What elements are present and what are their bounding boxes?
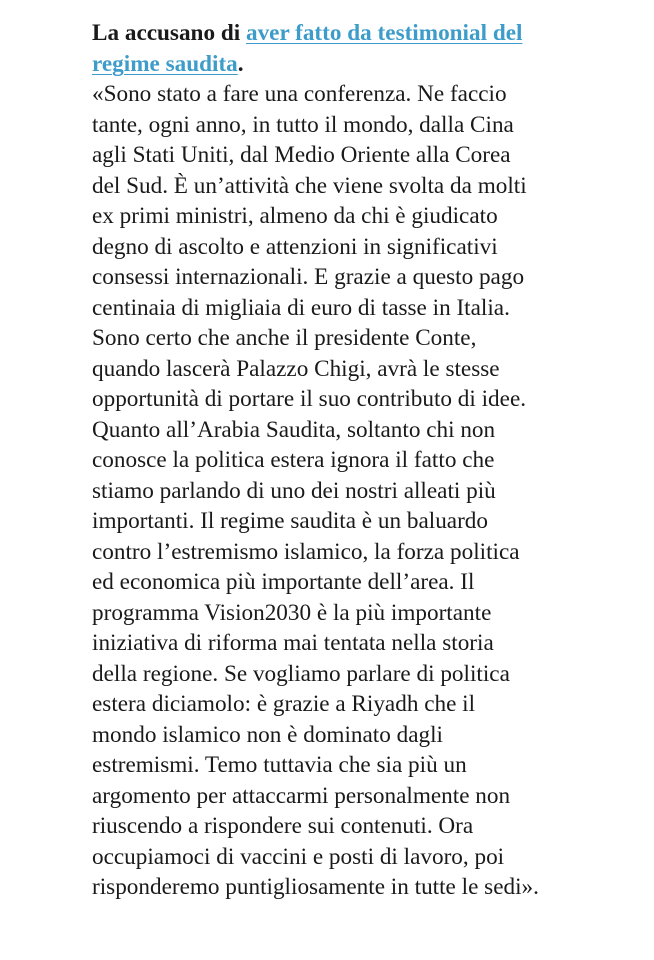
quote-line: importanti. Il regime saudita è un baluardo <box>92 508 488 534</box>
quote-line: della regione. Se vogliamo parlare di politica <box>92 660 510 687</box>
quote-line: quando lascerà Palazzo Chigi, avrà le stesse <box>92 355 500 382</box>
quote-line: Sono certo che anche il presidente Conte, <box>92 325 477 351</box>
quote-line: estremismi. Temo tuttavia che sia più un <box>92 752 467 778</box>
quote-line: riuscendo a rispondere sui contenuti. Ora <box>92 813 474 839</box>
quote-line: agli Stati Uniti, dal Medio Oriente alla Corea <box>92 142 511 168</box>
lead-line-1 <box>92 18 562 49</box>
quote-line: stiamo parlando di uno dei nostri alleati più <box>92 477 496 504</box>
quote-line: consessi internazionali. E grazie a questo pago <box>92 264 525 290</box>
quote-line: contro l’estremismo islamico, la forza politica <box>92 538 520 565</box>
quote-line: opportunità di portare il suo contributo di idee. <box>92 386 527 412</box>
quote-line: iniziativa di riforma mai tentata nella storia <box>92 630 494 656</box>
quote-line: centinaia di migliaia di euro di tasse in Italia. <box>92 294 510 321</box>
testimonial-link-part-1[interactable]: aver fatto da testimonial del <box>245 20 523 46</box>
quote-line: ed economica più importante dell’area. Il <box>92 569 475 595</box>
quote-line: argomento per attaccarmi personalmente non <box>92 782 511 809</box>
article-excerpt <box>92 18 562 903</box>
quote-line: ex primi ministri, almeno da chi è giudicato <box>92 203 498 229</box>
quote-line: «Sono stato a fare una conferenza. Ne faccio <box>92 81 507 107</box>
quote-line: estera diciamolo: è grazie a Riyadh che il <box>92 691 476 717</box>
quote-line: tante, ogni anno, in tutto il mondo, dalla Cina <box>92 111 514 138</box>
quote-body <box>92 79 562 903</box>
quote-line: programma Vision2030 è la più importante <box>92 599 492 626</box>
testimonial-link-part-2[interactable]: regime saudita <box>92 50 238 77</box>
quote-line: conosce la politica estera ignora il fatto che <box>92 447 495 473</box>
lead-question <box>92 18 562 79</box>
lead-suffix: . <box>237 50 244 77</box>
quote-line: mondo islamico non è dominato dagli <box>92 721 443 748</box>
quote-line: occupiamoci di vaccini e posti di lavoro, poi <box>92 843 505 870</box>
quote-line: Quanto all’Arabia Saudita, soltanto chi non <box>92 416 496 443</box>
lead-line-2 <box>92 49 562 80</box>
quote-line: del Sud. È un’attività che viene svolta da molti <box>92 172 527 199</box>
lead-prefix: La accusano di <box>92 20 246 46</box>
quote-line: risponderemo puntigliosamente in tutte le sedi». <box>92 874 539 900</box>
quote-line: degno di ascolto e attenzioni in significativi <box>92 233 498 260</box>
